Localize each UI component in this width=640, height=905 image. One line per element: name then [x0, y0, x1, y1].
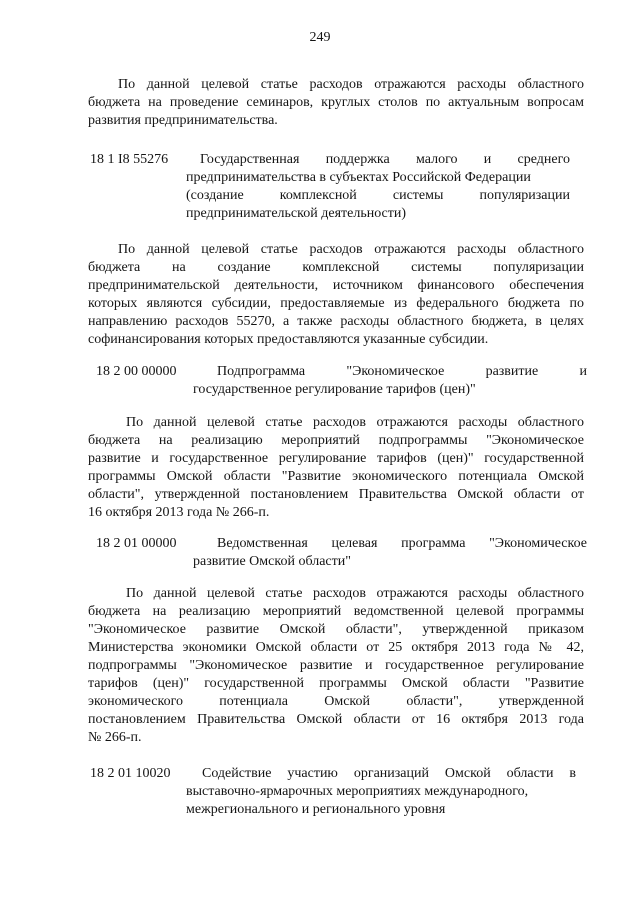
text-line: софинансирования которых предоставляются указанные субсидии. — [88, 332, 489, 347]
budget-code: 18 2 01 00000 — [96, 536, 177, 551]
text-line: Государственная поддержка малого и среднего — [200, 152, 570, 167]
budget-code: 18 2 00 00000 — [96, 364, 177, 379]
text-line: № 266-п. — [88, 730, 142, 745]
text-line: государственное регулирование тарифов (цен)" — [193, 382, 476, 397]
text-line: экономического потенциала Омской области", утвержденной — [88, 694, 584, 709]
paragraph-subprogram — [88, 414, 584, 522]
page-number: 249 — [309, 30, 331, 45]
text-line: выставочно-ярмарочных мероприятиях международного, — [186, 784, 529, 799]
text-line: бюджета на создание комплексной системы популяризации — [88, 260, 584, 275]
text-line: бюджета на реализацию мероприятий ведомственной целевой программы — [88, 604, 584, 619]
text-line: постановлением Правительства Омской области от 16 октября 2013 года — [88, 712, 584, 727]
text-line: Ведомственная целевая программа "Экономическое — [217, 536, 587, 551]
paragraph-popularization — [88, 241, 584, 349]
text-line: области", утвержденной постановлением Правительства Омской области от — [88, 487, 584, 502]
text-line: предпринимательства в субъектах Российской Федерации — [186, 170, 531, 185]
budget-code: 18 1 I8 55276 — [90, 152, 169, 167]
text-line: бюджета на реализацию мероприятий подпрограммы "Экономическое — [88, 433, 584, 448]
text-line: бюджета на проведение семинаров, круглых столов по актуальным вопросам — [88, 95, 584, 110]
text-line: Подпрограмма "Экономическое развитие и — [217, 364, 587, 379]
text-line: "Экономическое развитие Омской области", утвержденной приказом — [88, 622, 584, 637]
text-line: По данной целевой статье расходов отражаются расходы областного — [126, 586, 584, 601]
text-line: предпринимательской деятельности) — [186, 206, 407, 221]
paragraph-seminars — [88, 76, 584, 130]
text-line: Министерства экономики Омской области от 25 октября 2013 года № 42, — [88, 640, 584, 655]
entry-title — [186, 151, 570, 223]
entry-title — [193, 363, 587, 399]
text-line: предпринимательской деятельности, источником финансового обеспечения — [88, 278, 584, 293]
text-line: развитие и государственное регулирование тарифов (цен)" государственной — [88, 451, 584, 466]
entry-title — [193, 535, 587, 571]
text-line: которых являются субсидии, предоставляемые из федерального бюджета по — [88, 296, 584, 311]
text-line: По данной целевой статье расходов отражаются расходы областного — [118, 242, 584, 257]
text-line: подпрограммы "Экономическое развитие и государственное регулирование — [88, 658, 584, 673]
text-line: развитие Омской области" — [193, 554, 351, 569]
text-line: (создание комплексной системы популяризации — [186, 188, 570, 203]
text-line: направлению расходов 55270, а также расходы областного бюджета, в целях — [88, 314, 584, 329]
text-line: По данной целевой статье расходов отражаются расходы областного — [126, 415, 584, 430]
budget-code: 18 2 01 10020 — [90, 766, 171, 781]
paragraph-departmental-program — [88, 585, 584, 747]
text-line: межрегионального и регионального уровня — [186, 802, 446, 817]
text-line: тарифов (цен)" государственной программы Омской области "Развитие — [88, 676, 584, 691]
text-line: Содействие участию организаций Омской области в — [202, 766, 576, 781]
text-line: развития предпринимательства. — [88, 113, 278, 128]
entry-title — [186, 765, 576, 819]
text-line: программы Омской области "Развитие экономического потенциала Омской — [88, 469, 584, 484]
text-line: 16 октября 2013 года № 266-п. — [88, 505, 270, 520]
text-line: По данной целевой статье расходов отражаются расходы областного — [118, 77, 584, 92]
